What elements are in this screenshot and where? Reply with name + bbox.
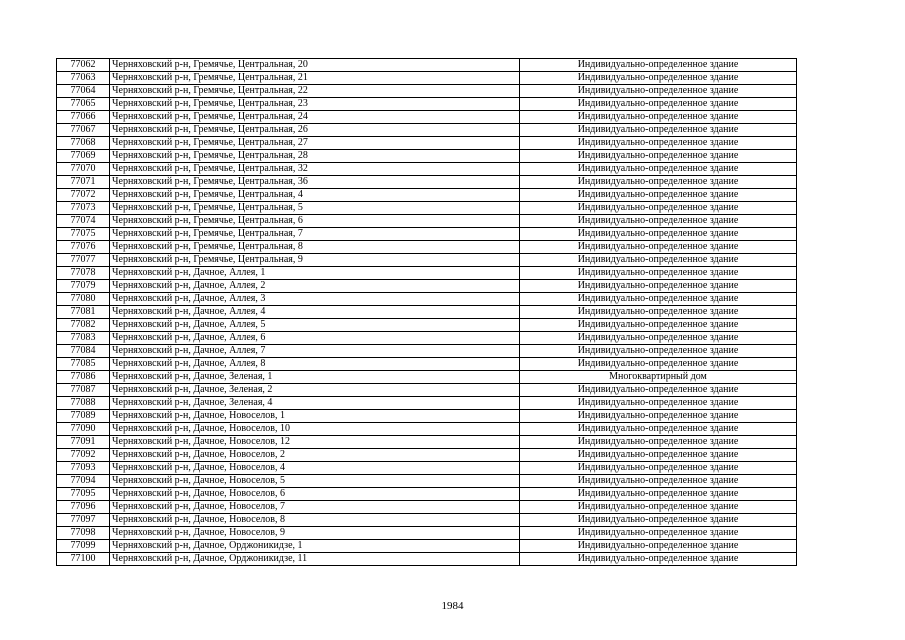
table-row bbox=[57, 306, 797, 319]
row-type-cell: Индивидуально-определенное здание bbox=[520, 98, 797, 111]
row-address-cell: Черняховский р-н, Дачное, Новоселов, 4 bbox=[110, 462, 520, 475]
row-id-cell: 77088 bbox=[57, 397, 110, 410]
row-id-cell: 77093 bbox=[57, 462, 110, 475]
row-address-cell: Черняховский р-н, Дачное, Аллея, 5 bbox=[110, 319, 520, 332]
row-address-cell: Черняховский р-н, Дачное, Зеленая, 4 bbox=[110, 397, 520, 410]
row-address-cell: Черняховский р-н, Дачное, Зеленая, 2 bbox=[110, 384, 520, 397]
row-type-cell: Индивидуально-определенное здание bbox=[520, 72, 797, 85]
table-row bbox=[57, 215, 797, 228]
row-type-cell: Индивидуально-определенное здание bbox=[520, 410, 797, 423]
row-id-cell: 77092 bbox=[57, 449, 110, 462]
row-type-cell: Индивидуально-определенное здание bbox=[520, 514, 797, 527]
row-id-cell: 77083 bbox=[57, 332, 110, 345]
row-type-cell: Индивидуально-определенное здание bbox=[520, 163, 797, 176]
row-id-cell: 77086 bbox=[57, 371, 110, 384]
row-address-cell: Черняховский р-н, Гремячье, Центральная, 26 bbox=[110, 124, 520, 137]
row-address-cell: Черняховский р-н, Гремячье, Центральная, 5 bbox=[110, 202, 520, 215]
table-row bbox=[57, 163, 797, 176]
row-type-cell: Индивидуально-определенное здание bbox=[520, 111, 797, 124]
table-row bbox=[57, 85, 797, 98]
row-id-cell: 77090 bbox=[57, 423, 110, 436]
row-id-cell: 77089 bbox=[57, 410, 110, 423]
table-row bbox=[57, 241, 797, 254]
row-id-cell: 77068 bbox=[57, 137, 110, 150]
row-address-cell: Черняховский р-н, Дачное, Орджоникидзе, 11 bbox=[110, 553, 520, 566]
row-type-cell: Индивидуально-определенное здание bbox=[520, 423, 797, 436]
row-id-cell: 77099 bbox=[57, 540, 110, 553]
table-row bbox=[57, 267, 797, 280]
row-type-cell: Индивидуально-определенное здание bbox=[520, 85, 797, 98]
table-row bbox=[57, 345, 797, 358]
table-row bbox=[57, 449, 797, 462]
row-type-cell: Индивидуально-определенное здание bbox=[520, 280, 797, 293]
table-row bbox=[57, 98, 797, 111]
row-id-cell: 77097 bbox=[57, 514, 110, 527]
row-address-cell: Черняховский р-н, Дачное, Аллея, 7 bbox=[110, 345, 520, 358]
row-address-cell: Черняховский р-н, Дачное, Аллея, 6 bbox=[110, 332, 520, 345]
row-type-cell: Индивидуально-определенное здание bbox=[520, 202, 797, 215]
row-type-cell: Индивидуально-определенное здание bbox=[520, 475, 797, 488]
row-type-cell: Индивидуально-определенное здание bbox=[520, 462, 797, 475]
row-type-cell: Индивидуально-определенное здание bbox=[520, 527, 797, 540]
table-row bbox=[57, 436, 797, 449]
table-row bbox=[57, 137, 797, 150]
row-address-cell: Черняховский р-н, Гремячье, Центральная, 4 bbox=[110, 189, 520, 202]
row-id-cell: 77091 bbox=[57, 436, 110, 449]
row-address-cell: Черняховский р-н, Гремячье, Центральная, 8 bbox=[110, 241, 520, 254]
table-row bbox=[57, 111, 797, 124]
row-type-cell: Индивидуально-определенное здание bbox=[520, 540, 797, 553]
row-id-cell: 77079 bbox=[57, 280, 110, 293]
table-row bbox=[57, 423, 797, 436]
row-id-cell: 77084 bbox=[57, 345, 110, 358]
row-id-cell: 77080 bbox=[57, 293, 110, 306]
row-id-cell: 77094 bbox=[57, 475, 110, 488]
row-address-cell: Черняховский р-н, Гремячье, Центральная, 28 bbox=[110, 150, 520, 163]
row-type-cell: Индивидуально-определенное здание bbox=[520, 176, 797, 189]
table-row bbox=[57, 410, 797, 423]
table-row bbox=[57, 475, 797, 488]
table-row bbox=[57, 150, 797, 163]
registry-table bbox=[56, 58, 797, 566]
row-type-cell: Индивидуально-определенное здание bbox=[520, 267, 797, 280]
table-row bbox=[57, 228, 797, 241]
table-row bbox=[57, 254, 797, 267]
row-address-cell: Черняховский р-н, Гремячье, Центральная, 24 bbox=[110, 111, 520, 124]
row-type-cell: Индивидуально-определенное здание bbox=[520, 241, 797, 254]
row-address-cell: Черняховский р-н, Дачное, Новоселов, 9 bbox=[110, 527, 520, 540]
row-id-cell: 77098 bbox=[57, 527, 110, 540]
table-row bbox=[57, 384, 797, 397]
row-id-cell: 77081 bbox=[57, 306, 110, 319]
row-address-cell: Черняховский р-н, Дачное, Новоселов, 10 bbox=[110, 423, 520, 436]
page-number: 1984 bbox=[441, 600, 464, 612]
row-id-cell: 77077 bbox=[57, 254, 110, 267]
row-id-cell: 77100 bbox=[57, 553, 110, 566]
row-type-cell: Индивидуально-определенное здание bbox=[520, 150, 797, 163]
row-id-cell: 77076 bbox=[57, 241, 110, 254]
row-type-cell: Многоквартирный дом bbox=[520, 371, 797, 384]
table-row bbox=[57, 293, 797, 306]
row-address-cell: Черняховский р-н, Дачное, Новоселов, 2 bbox=[110, 449, 520, 462]
row-address-cell: Черняховский р-н, Дачное, Аллея, 4 bbox=[110, 306, 520, 319]
table-row bbox=[57, 189, 797, 202]
table-row bbox=[57, 514, 797, 527]
row-type-cell: Индивидуально-определенное здание bbox=[520, 397, 797, 410]
table-body bbox=[57, 59, 797, 566]
row-id-cell: 77066 bbox=[57, 111, 110, 124]
row-id-cell: 77065 bbox=[57, 98, 110, 111]
row-address-cell: Черняховский р-н, Дачное, Новоселов, 6 bbox=[110, 488, 520, 501]
row-id-cell: 77073 bbox=[57, 202, 110, 215]
row-type-cell: Индивидуально-определенное здание bbox=[520, 436, 797, 449]
table-row bbox=[57, 527, 797, 540]
table-row bbox=[57, 501, 797, 514]
row-address-cell: Черняховский р-н, Гремячье, Центральная, 9 bbox=[110, 254, 520, 267]
table-row bbox=[57, 176, 797, 189]
row-address-cell: Черняховский р-н, Дачное, Зеленая, 1 bbox=[110, 371, 520, 384]
row-type-cell: Индивидуально-определенное здание bbox=[520, 501, 797, 514]
row-address-cell: Черняховский р-н, Дачное, Новоселов, 12 bbox=[110, 436, 520, 449]
table-row bbox=[57, 202, 797, 215]
row-address-cell: Черняховский р-н, Дачное, Новоселов, 8 bbox=[110, 514, 520, 527]
row-id-cell: 77071 bbox=[57, 176, 110, 189]
table-row bbox=[57, 332, 797, 345]
table-row bbox=[57, 553, 797, 566]
row-type-cell: Индивидуально-определенное здание bbox=[520, 332, 797, 345]
row-address-cell: Черняховский р-н, Гремячье, Центральная, 36 bbox=[110, 176, 520, 189]
row-address-cell: Черняховский р-н, Дачное, Аллея, 2 bbox=[110, 280, 520, 293]
row-id-cell: 77087 bbox=[57, 384, 110, 397]
row-address-cell: Черняховский р-н, Гремячье, Центральная, 21 bbox=[110, 72, 520, 85]
row-id-cell: 77074 bbox=[57, 215, 110, 228]
row-id-cell: 77078 bbox=[57, 267, 110, 280]
table-row bbox=[57, 59, 797, 72]
row-address-cell: Черняховский р-н, Дачное, Аллея, 3 bbox=[110, 293, 520, 306]
row-id-cell: 77069 bbox=[57, 150, 110, 163]
row-address-cell: Черняховский р-н, Дачное, Орджоникидзе, 1 bbox=[110, 540, 520, 553]
row-id-cell: 77082 bbox=[57, 319, 110, 332]
table-row bbox=[57, 319, 797, 332]
table-row bbox=[57, 280, 797, 293]
row-address-cell: Черняховский р-н, Гремячье, Центральная, 27 bbox=[110, 137, 520, 150]
row-id-cell: 77064 bbox=[57, 85, 110, 98]
row-type-cell: Индивидуально-определенное здание bbox=[520, 553, 797, 566]
row-type-cell: Индивидуально-определенное здание bbox=[520, 488, 797, 501]
table-row bbox=[57, 124, 797, 137]
row-address-cell: Черняховский р-н, Гремячье, Центральная, 7 bbox=[110, 228, 520, 241]
row-address-cell: Черняховский р-н, Дачное, Новоселов, 7 bbox=[110, 501, 520, 514]
row-id-cell: 77067 bbox=[57, 124, 110, 137]
row-type-cell: Индивидуально-определенное здание bbox=[520, 306, 797, 319]
row-type-cell: Индивидуально-определенное здание bbox=[520, 189, 797, 202]
row-type-cell: Индивидуально-определенное здание bbox=[520, 293, 797, 306]
row-address-cell: Черняховский р-н, Дачное, Новоселов, 1 bbox=[110, 410, 520, 423]
row-type-cell: Индивидуально-определенное здание bbox=[520, 137, 797, 150]
table-row bbox=[57, 72, 797, 85]
row-address-cell: Черняховский р-н, Гремячье, Центральная, 22 bbox=[110, 85, 520, 98]
row-type-cell: Индивидуально-определенное здание bbox=[520, 228, 797, 241]
row-address-cell: Черняховский р-н, Дачное, Аллея, 8 bbox=[110, 358, 520, 371]
row-type-cell: Индивидуально-определенное здание bbox=[520, 449, 797, 462]
table-row bbox=[57, 371, 797, 384]
row-type-cell: Индивидуально-определенное здание bbox=[520, 358, 797, 371]
row-type-cell: Индивидуально-определенное здание bbox=[520, 384, 797, 397]
row-type-cell: Индивидуально-определенное здание bbox=[520, 319, 797, 332]
table-row bbox=[57, 397, 797, 410]
table-row bbox=[57, 358, 797, 371]
row-id-cell: 77070 bbox=[57, 163, 110, 176]
row-address-cell: Черняховский р-н, Дачное, Аллея, 1 bbox=[110, 267, 520, 280]
row-address-cell: Черняховский р-н, Дачное, Новоселов, 5 bbox=[110, 475, 520, 488]
table-row bbox=[57, 488, 797, 501]
row-address-cell: Черняховский р-н, Гремячье, Центральная, 23 bbox=[110, 98, 520, 111]
row-id-cell: 77062 bbox=[57, 59, 110, 72]
row-id-cell: 77075 bbox=[57, 228, 110, 241]
row-id-cell: 77085 bbox=[57, 358, 110, 371]
row-id-cell: 77063 bbox=[57, 72, 110, 85]
row-type-cell: Индивидуально-определенное здание bbox=[520, 254, 797, 267]
row-id-cell: 77096 bbox=[57, 501, 110, 514]
row-id-cell: 77072 bbox=[57, 189, 110, 202]
row-address-cell: Черняховский р-н, Гремячье, Центральная, 6 bbox=[110, 215, 520, 228]
row-id-cell: 77095 bbox=[57, 488, 110, 501]
table-row bbox=[57, 462, 797, 475]
row-type-cell: Индивидуально-определенное здание bbox=[520, 215, 797, 228]
row-type-cell: Индивидуально-определенное здание bbox=[520, 59, 797, 72]
table-row bbox=[57, 540, 797, 553]
row-type-cell: Индивидуально-определенное здание bbox=[520, 124, 797, 137]
row-type-cell: Индивидуально-определенное здание bbox=[520, 345, 797, 358]
row-address-cell: Черняховский р-н, Гремячье, Центральная, 20 bbox=[110, 59, 520, 72]
row-address-cell: Черняховский р-н, Гремячье, Центральная, 32 bbox=[110, 163, 520, 176]
